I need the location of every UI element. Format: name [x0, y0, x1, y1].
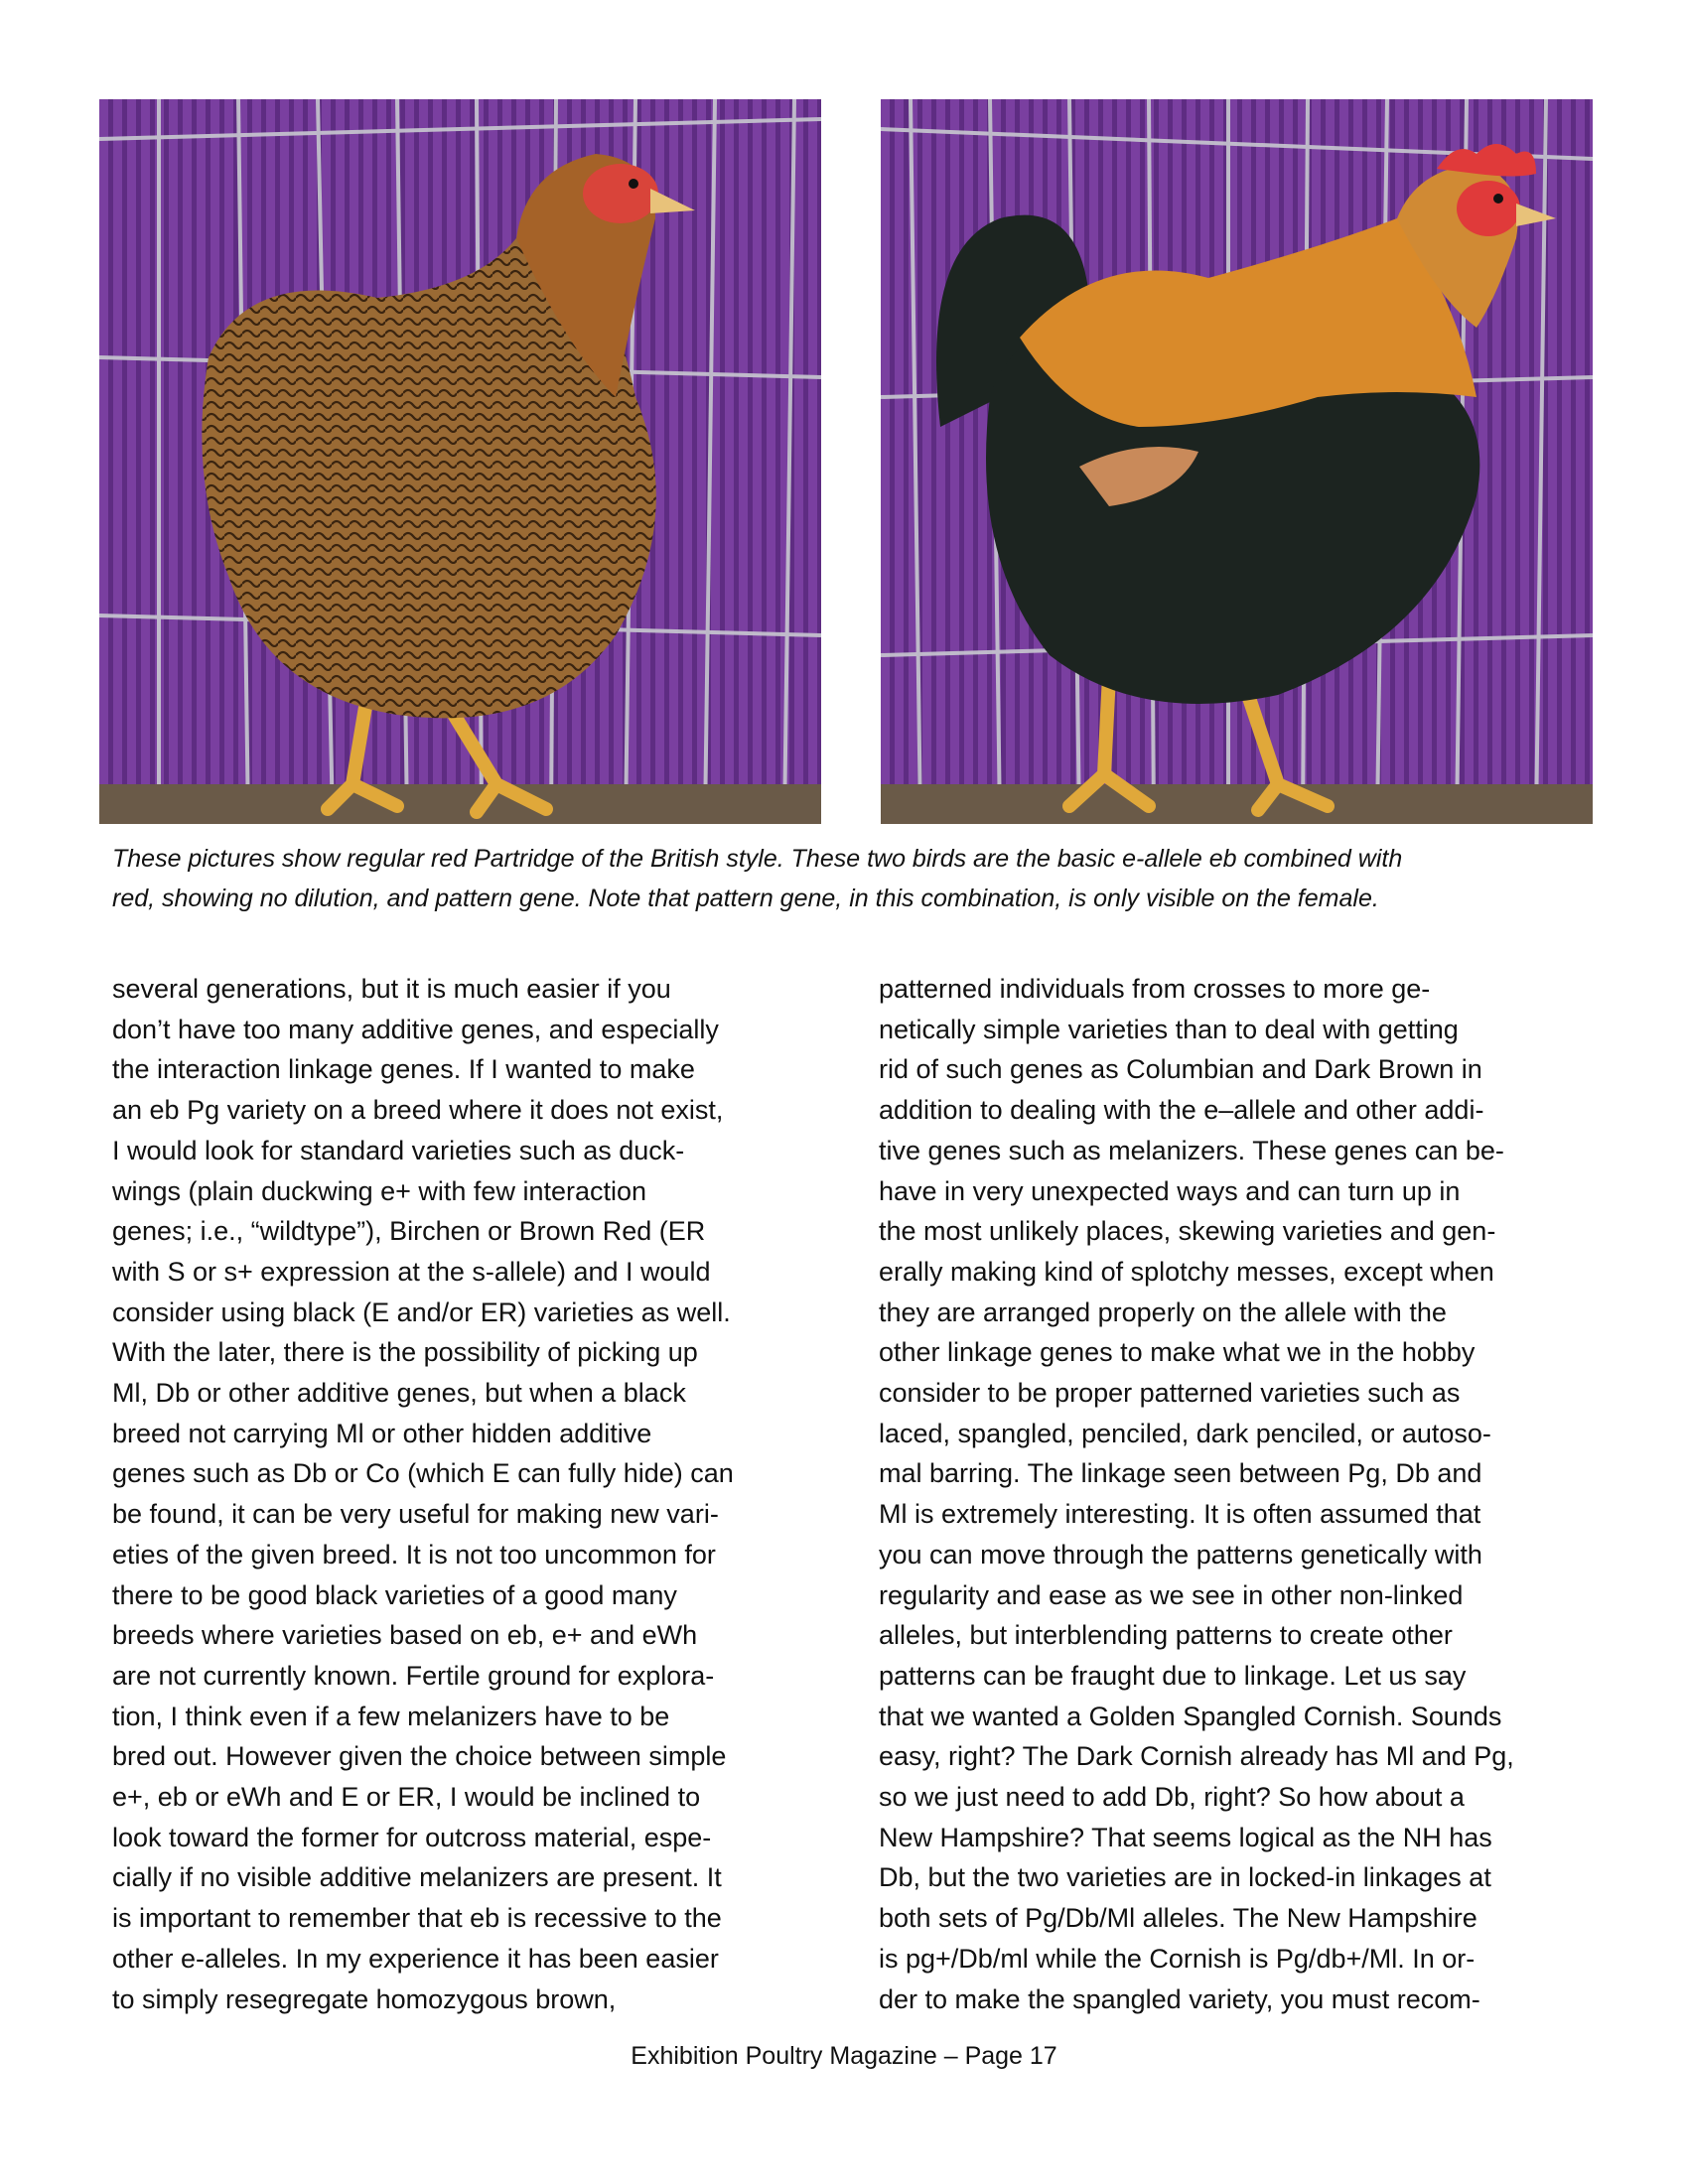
text-line: tive genes such as melanizers. These genes can be- [879, 1135, 1504, 1165]
text-line: Db, but the two varieties are in locked-in linkages at [879, 1862, 1491, 1893]
text-line: consider to be proper patterned varieties such as [879, 1378, 1461, 1409]
text-line: netically simple varieties than to deal with getting [879, 1014, 1459, 1044]
text-line: Ml, Db or other additive genes, but when a black [112, 1378, 686, 1409]
hen-image [99, 99, 821, 824]
text-line: der to make the spangled variety, you must recom- [879, 1983, 1480, 2014]
text-line: have in very unexpected ways and can turn up in [879, 1175, 1461, 1206]
text-line: cially if no visible additive melanizers are present. It [112, 1862, 722, 1893]
text-line: other e-alleles. In my experience it has been easier [112, 1943, 719, 1974]
text-line: the interaction linkage genes. If I wanted to make [112, 1054, 695, 1085]
page-footer: Exhibition Poultry Magazine – Page 17 [631, 2042, 1057, 2070]
text-line: tion, I think even if a few melanizers have to be [112, 1701, 670, 1731]
text-line: laced, spangled, penciled, dark penciled, or autoso- [879, 1418, 1491, 1448]
text-line: they are arranged properly on the allele with the [879, 1297, 1447, 1327]
text-line: New Hampshire? That seems logical as the NH has [879, 1822, 1492, 1852]
text-line: other linkage genes to make what we in the hobby [879, 1337, 1476, 1368]
text-line: genes; i.e., “wildtype”), Birchen or Brown Red (ER [112, 1216, 706, 1247]
photo-partridge-rooster [881, 99, 1593, 824]
photo-partridge-hen [99, 99, 821, 824]
text-line: is pg+/Db/ml while the Cornish is Pg/db+/Ml. In or- [879, 1943, 1476, 1974]
text-line: With the later, there is the possibility of picking up [112, 1337, 698, 1368]
text-line: mal barring. The linkage seen between Pg, Db and [879, 1458, 1482, 1489]
caption-line: red, showing no dilution, and pattern gene. Note that pattern gene, in this combination, is only visible on the female. [112, 885, 1379, 912]
text-line: that we wanted a Golden Spangled Cornish. Sounds [879, 1701, 1502, 1731]
text-line: with S or s+ expression at the s-allele) and I would [112, 1256, 711, 1287]
text-line: the most unlikely places, skewing varieties and gen- [879, 1216, 1496, 1247]
text-line: is important to remember that eb is recessive to the [112, 1903, 722, 1934]
text-line: eties of the given breed. It is not too uncommon for [112, 1539, 716, 1570]
text-line: bred out. However given the choice between simple [112, 1741, 727, 1772]
text-line: genes such as Db or Co (which E can fully hide) can [112, 1458, 734, 1489]
text-line: be found, it can be very useful for making new vari- [112, 1499, 719, 1530]
text-line: you can move through the patterns genetically with [879, 1539, 1482, 1570]
text-line: Ml is extremely interesting. It is often assumed that [879, 1499, 1481, 1530]
text-line: I would look for standard varieties such as duck- [112, 1135, 685, 1165]
body-text-right-column [879, 969, 1594, 2019]
text-line: breeds where varieties based on eb, e+ and eWh [112, 1620, 698, 1651]
body-text-left-column [112, 969, 827, 2019]
text-line: to simply resegregate homozygous brown, [112, 1983, 617, 2014]
text-line: so we just need to add Db, right? So how about a [879, 1782, 1465, 1813]
text-line: are not currently known. Fertile ground for explora- [112, 1660, 715, 1691]
text-line: an eb Pg variety on a breed where it does not exist, [112, 1095, 724, 1126]
text-line: patterned individuals from crosses to more ge- [879, 974, 1431, 1004]
text-line: there to be good black varieties of a good many [112, 1579, 677, 1610]
caption-line: These pictures show regular red Partridge of the British style. These two birds are the basic e-allele eb combined with [112, 845, 1403, 873]
text-line: rid of such genes as Columbian and Dark Brown in [879, 1054, 1482, 1085]
text-line: both sets of Pg/Db/Ml alleles. The New Hampshire [879, 1903, 1477, 1934]
photo-caption [112, 839, 1592, 918]
text-line: several generations, but it is much easier if you [112, 974, 671, 1004]
text-line: breed not carrying Ml or other hidden additive [112, 1418, 652, 1448]
text-line: don’t have too many additive genes, and especially [112, 1014, 719, 1044]
text-line: easy, right? The Dark Cornish already has Ml and Pg, [879, 1741, 1514, 1772]
text-line: wings (plain duckwing e+ with few interaction [112, 1175, 647, 1206]
text-line: alleles, but interblending patterns to create other [879, 1620, 1453, 1651]
text-line: addition to dealing with the e–allele and other addi- [879, 1095, 1484, 1126]
text-line: patterns can be fraught due to linkage. Let us say [879, 1660, 1467, 1691]
text-line: e+, eb or eWh and E or ER, I would be inclined to [112, 1782, 701, 1813]
text-line: regularity and ease as we see in other non-linked [879, 1579, 1464, 1610]
text-line: look toward the former for outcross material, espe- [112, 1822, 712, 1852]
rooster-image [881, 99, 1593, 824]
text-line: consider using black (E and/or ER) varieties as well. [112, 1297, 731, 1327]
text-line: erally making kind of splotchy messes, except when [879, 1256, 1494, 1287]
